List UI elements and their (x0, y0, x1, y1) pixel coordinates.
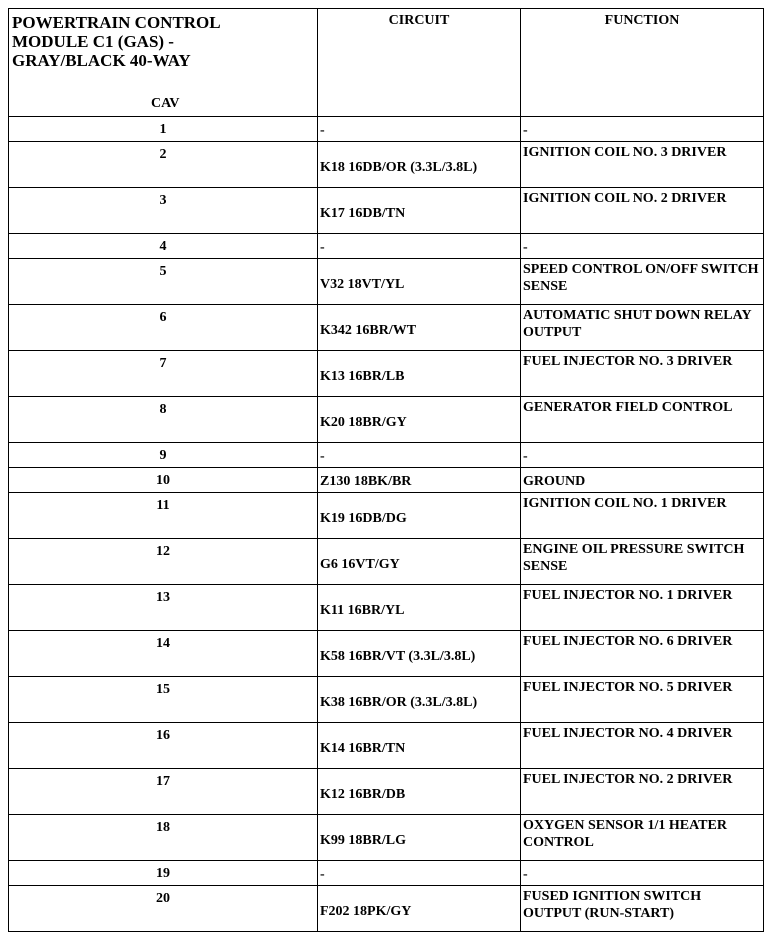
cav-cell: 19 (9, 861, 318, 886)
circuit-cell: K11 16BR/YL (318, 585, 521, 631)
cav-cell: 10 (9, 468, 318, 493)
cav-cell: 3 (9, 188, 318, 234)
function-cell: - (521, 117, 764, 142)
table-row (9, 886, 764, 932)
circuit-cell: - (318, 117, 521, 142)
cav-cell: 1 (9, 117, 318, 142)
cav-cell: 20 (9, 886, 318, 932)
circuit-cell: K19 16DB/DG (318, 493, 521, 539)
function-cell: FUEL INJECTOR NO. 5 DRIVER (521, 677, 764, 723)
table-row (9, 585, 764, 631)
function-cell: OXYGEN SENSOR 1/1 HEATER CONTROL (521, 815, 764, 861)
circuit-cell: Z130 18BK/BR (318, 468, 521, 493)
table-header-row (9, 9, 764, 117)
cav-cell: 9 (9, 443, 318, 468)
table-row (9, 351, 764, 397)
cav-cell: 11 (9, 493, 318, 539)
connector-title: POWERTRAIN CONTROL MODULE C1 (GAS) - GRAY/BLACK 40-WAY (12, 13, 221, 70)
cav-cell: 8 (9, 397, 318, 443)
function-cell: - (521, 443, 764, 468)
table-row (9, 397, 764, 443)
function-cell: FUEL INJECTOR NO. 4 DRIVER (521, 723, 764, 769)
circuit-cell: K14 16BR/TN (318, 723, 521, 769)
table-row (9, 861, 764, 886)
circuit-cell: K12 16BR/DB (318, 769, 521, 815)
circuit-cell: G6 16VT/GY (318, 539, 521, 585)
circuit-cell: K99 18BR/LG (318, 815, 521, 861)
circuit-cell: - (318, 861, 521, 886)
function-cell: FUSED IGNITION SWITCH OUTPUT (RUN-START) (521, 886, 764, 932)
cav-cell: 14 (9, 631, 318, 677)
table-row (9, 305, 764, 351)
function-cell: ENGINE OIL PRESSURE SWITCH SENSE (521, 539, 764, 585)
table-body (9, 117, 764, 932)
header-cav-cell (9, 9, 318, 117)
circuit-cell: - (318, 234, 521, 259)
cav-cell: 15 (9, 677, 318, 723)
cav-cell: 12 (9, 539, 318, 585)
function-cell: IGNITION COIL NO. 2 DRIVER (521, 188, 764, 234)
table-row (9, 443, 764, 468)
circuit-cell: K17 16DB/TN (318, 188, 521, 234)
circuit-cell: K342 16BR/WT (318, 305, 521, 351)
table-row (9, 234, 764, 259)
circuit-cell: K13 16BR/LB (318, 351, 521, 397)
function-cell: AUTOMATIC SHUT DOWN RELAY OUTPUT (521, 305, 764, 351)
function-cell: IGNITION COIL NO. 3 DRIVER (521, 142, 764, 188)
cav-cell: 17 (9, 769, 318, 815)
cav-cell: 13 (9, 585, 318, 631)
table-row (9, 259, 764, 305)
connector-pinout-table (8, 8, 764, 932)
cav-cell: 6 (9, 305, 318, 351)
function-cell: IGNITION COIL NO. 1 DRIVER (521, 493, 764, 539)
cav-column-header: CAV (151, 96, 180, 111)
function-cell: GROUND (521, 468, 764, 493)
function-cell: - (521, 861, 764, 886)
function-cell: FUEL INJECTOR NO. 6 DRIVER (521, 631, 764, 677)
table-row (9, 815, 764, 861)
circuit-cell: V32 18VT/YL (318, 259, 521, 305)
table-row (9, 117, 764, 142)
function-column-header: FUNCTION (521, 9, 764, 117)
function-cell: GENERATOR FIELD CONTROL (521, 397, 764, 443)
circuit-column-header: CIRCUIT (318, 9, 521, 117)
function-cell: FUEL INJECTOR NO. 3 DRIVER (521, 351, 764, 397)
circuit-cell: K58 16BR/VT (3.3L/3.8L) (318, 631, 521, 677)
table-row (9, 468, 764, 493)
circuit-cell: K20 18BR/GY (318, 397, 521, 443)
cav-cell: 2 (9, 142, 318, 188)
circuit-cell: K38 16BR/OR (3.3L/3.8L) (318, 677, 521, 723)
cav-cell: 7 (9, 351, 318, 397)
cav-cell: 16 (9, 723, 318, 769)
table-row (9, 677, 764, 723)
circuit-cell: K18 16DB/OR (3.3L/3.8L) (318, 142, 521, 188)
table-row (9, 631, 764, 677)
cav-cell: 4 (9, 234, 318, 259)
table-row (9, 142, 764, 188)
function-cell: SPEED CONTROL ON/OFF SWITCH SENSE (521, 259, 764, 305)
cav-cell: 5 (9, 259, 318, 305)
table-row (9, 539, 764, 585)
circuit-cell: F202 18PK/GY (318, 886, 521, 932)
table-row (9, 769, 764, 815)
cav-cell: 18 (9, 815, 318, 861)
function-cell: - (521, 234, 764, 259)
table-row (9, 188, 764, 234)
function-cell: FUEL INJECTOR NO. 2 DRIVER (521, 769, 764, 815)
table-row (9, 493, 764, 539)
circuit-cell: - (318, 443, 521, 468)
table-row (9, 723, 764, 769)
function-cell: FUEL INJECTOR NO. 1 DRIVER (521, 585, 764, 631)
